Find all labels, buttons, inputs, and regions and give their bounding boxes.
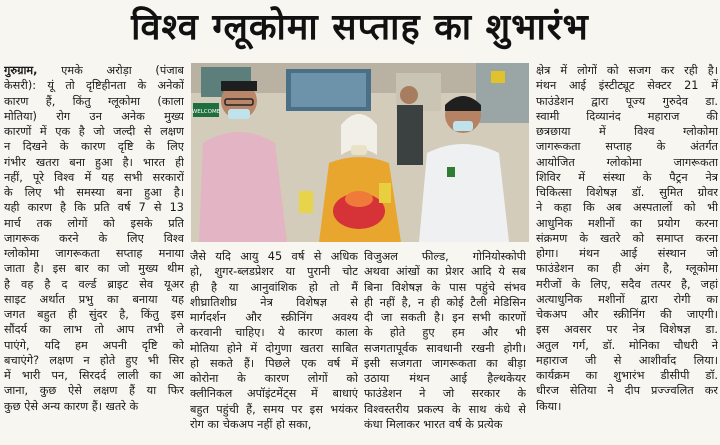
text-line: करवानी चाहिए। ये कारण काला <box>190 326 358 340</box>
text-line: धीरज सेतिया ने दीप प्रज्ज्वलित कर <box>536 384 718 398</box>
text-line: है वह है द वर्ल्ड ब्राइट सेव यूअर <box>4 277 184 291</box>
text-line: जागरूक करने के लिए विश्व <box>4 231 184 245</box>
headline: विश्व ग्लूकोमा सप्ताह का शुभारंभ <box>131 7 589 48</box>
text-line: शिविर में संस्था के पैट्रन नेत्र <box>536 170 718 184</box>
text-line: मोतिया होने में दोगुणा खतरा साबित <box>190 341 358 355</box>
text-line: मार्च तक लोगों को इसके प्रति <box>4 216 184 230</box>
text-line: कार्यक्रम का शुभारंभ डीसीपी डॉ. <box>536 369 718 382</box>
text-line: सजगतापूर्वक सावधानी रखनी होगी। <box>364 341 526 355</box>
text-line: कुछ ऐसे अन्य कारण हैं। खतरे के <box>4 399 139 413</box>
text-line: शीघ्रातिशीघ्र नेत्र विशेषज्ञ से <box>190 295 358 309</box>
text-line: कारणों में एक है जो जल्दी से लक्षण <box>4 125 184 138</box>
text-line: ग्लोकोमा जागरूकता सप्ताह मनाया <box>4 247 184 260</box>
text-line: उठाया मंथन आई हैल्थकेयर <box>364 372 526 385</box>
text-line: ने कहा कि अब अस्पतालों को भी <box>536 201 718 215</box>
text-line: फाउंडेशन द्वारा पूज्य गुरुदेव डा. <box>536 94 718 108</box>
text-line: मोतिया) रोग उन अनेक मुख्य <box>4 109 184 123</box>
text-line: होगा। मंथन आई संस्थान जो <box>536 247 718 260</box>
photo-illustration <box>191 63 529 242</box>
text-line: फाउंडेशन का ही अंग है, ग्लूकोमा <box>536 262 718 276</box>
text-line: आधुनिक मशीनों का प्रयोग करना <box>536 216 718 230</box>
text-line: आयोजित ग्लोकोमा जागरूकता <box>536 155 718 169</box>
text-line: विजुअल फील्ड, गोनियोस्कोपी <box>364 250 526 263</box>
text-line: किया। <box>536 399 562 413</box>
article-column-1 <box>4 63 184 445</box>
text-line: रोग का चेकअप नहीं हो सका, <box>190 417 312 431</box>
text-line: गुरुग्राम, एमके अरोड़ा (पंजाब <box>4 64 184 77</box>
text-line: संक्रमण के खतरे को समाप्त करना <box>536 231 718 245</box>
text-line: बहुत पहुंची हैं, समय पर इस भयंकर <box>190 402 358 416</box>
text-line: कोरोना के कारण लोगों को <box>190 372 358 385</box>
text-line: छत्रछाया में विश्व ग्लोकोमा <box>536 125 718 138</box>
text-line: हो, शुगर-ब्लडप्रेशर या पुरानी चोट <box>190 265 358 279</box>
text-line: ही है या आनुवांशिक हो तो मैं <box>190 280 358 294</box>
article-column-4 <box>536 63 718 445</box>
text-line: मंथन आई इंस्टीट्यूट सेक्टर 21 में <box>536 79 718 93</box>
text-line: जागरूकता सप्ताह के अंतर्गत <box>536 140 718 154</box>
text-line: जैसे यदि आयु 45 वर्ष से अधिक <box>190 250 358 263</box>
text-line: मार्गदर्शन और स्क्रीनिंग अवश्य <box>190 311 358 324</box>
text-line: चेकअप और स्क्रीनिंग की जाएगी। <box>536 308 718 321</box>
article-column-2 <box>190 249 358 445</box>
warning-icon <box>491 71 505 83</box>
text-line: चिकित्सा विशेषज्ञ डॉ. सुमित ग्रोवर <box>536 186 718 199</box>
text-line: फाउंडेशन ने जो सरकार के <box>364 387 526 401</box>
text-line: जगत बहुत ही सुंदर है, किंतु इस <box>4 308 184 321</box>
text-line: न दिखने के कारण दृष्टि के लिए <box>4 140 184 154</box>
text-line: जाता है। इस बार का जो मुख्य थीम <box>4 262 184 276</box>
text-line: दी जा सकती है। इन सभी कारणों <box>364 311 526 324</box>
text-line: नहीं, पूरे विश्व में यह सभी सरकारों <box>4 170 184 184</box>
text-line: कारण हैं, किंतु ग्लूकोमा (काला <box>4 94 184 108</box>
text-line: पाएंगे, यदि हम अपनी दृष्टि को <box>4 338 184 352</box>
article-column-3 <box>364 249 526 445</box>
text-line: महाराज जी से आशीर्वाद लिया। <box>536 353 718 367</box>
text-line: अतुल गर्ग, डॉ. मोनिका चौधरी ने <box>536 338 718 352</box>
text-line: इस अवसर पर नेत्र विशेषज्ञ डा. <box>536 323 718 337</box>
text-line: के होते हुए हम और भी <box>364 326 526 340</box>
text-line: क्लीनिकल अपॉइंटमेंट्स में बाधाएं <box>190 387 358 401</box>
text-line: स्वामी दिव्यानंद महाराज की <box>536 109 718 123</box>
text-line: में भारी पन, सिरदर्द लाली का आ <box>4 369 184 382</box>
text-line: मरीजों के लिए, सदैव तत्पर है, जहां <box>536 277 718 291</box>
text-line: बचाएंगे? लक्षण न होते हुए भी सिर <box>4 353 184 367</box>
text-line: बिना विशेषज्ञ के पास पहुंचे संभव <box>364 280 526 294</box>
text-line: जाना, कुछ ऐसे लक्षण हैं या फिर <box>4 384 184 398</box>
news-photo <box>191 63 529 242</box>
text-line: सौंदर्य का लाभ तो आप तभी ले <box>4 323 184 337</box>
text-line: केसरी): यूं तो दृष्टिहीनता के अनेकों <box>4 79 184 93</box>
left-man-shirt <box>199 132 287 242</box>
text-line: इसी सजगता जागरूकता का बीड़ा <box>364 356 526 370</box>
text-line: के लिए भी समस्या बना हुआ है। <box>4 186 184 199</box>
text-line: अथवा आंखों का प्रेशर आदि ये सब <box>364 265 526 279</box>
welcome-sign-text: WELCOME <box>191 109 221 115</box>
text-line: यही कारण है कि प्रति वर्ष 7 से 13 <box>4 201 184 215</box>
text-line: अत्याधुनिक मशीनों द्वारा रोगी का <box>536 292 718 306</box>
text-line: विश्वस्तरीय प्रकल्प के साथ कंधे से <box>364 402 526 416</box>
text-line: कंधा मिलाकर भारत वर्ष के प्रत्येक <box>364 417 503 431</box>
text-line: साइट अर्थात प्रभु का बनाया यह <box>4 292 184 306</box>
right-man-shirt <box>419 144 509 242</box>
text-line: गंभीर खतरा बना हुआ है। भारत ही <box>4 155 184 169</box>
dateline: गुरुग्राम, <box>4 64 38 77</box>
text-line: हो सकते हैं। पिछले एक वर्ष में <box>190 356 358 370</box>
text-line: ही नहीं है, न ही कोई टैली मेडिसिन <box>364 295 526 309</box>
text-line: क्षेत्र में लोगों को सजग कर रही है। <box>536 64 718 77</box>
